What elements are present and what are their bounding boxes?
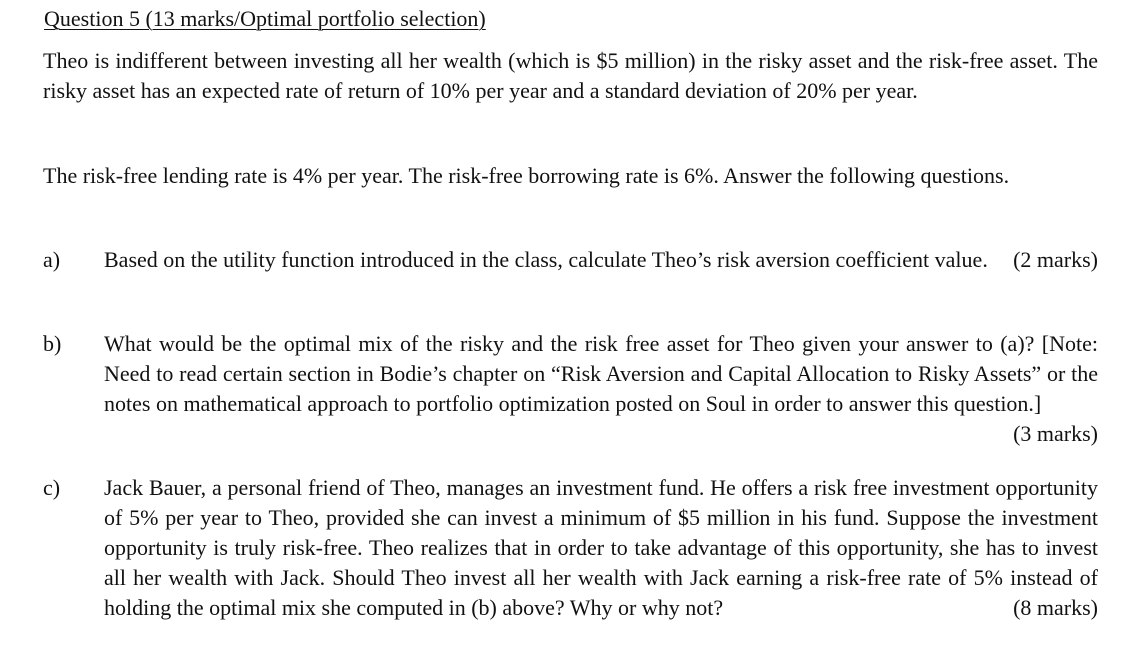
part-a-body bbox=[104, 245, 1098, 275]
part-a-text: Based on the utility function introduced in the class, calculate Theo’s risk aversion coefficient value. bbox=[104, 247, 988, 272]
part-c-marks: (8 marks) bbox=[1013, 595, 1098, 620]
intro-paragraph: Theo is indifferent between investing all her wealth (which is $5 million) in the risky asset and the risk-free asset. The risky asset has an expected rate of return of 10% per year and a standard deviation of 20% per year. bbox=[43, 48, 1098, 103]
part-a-marks: (2 marks) bbox=[1013, 247, 1098, 272]
question-heading: Question 5 (13 marks/Optimal portfolio selection) bbox=[44, 6, 486, 31]
part-c-label: c) bbox=[43, 475, 61, 500]
part-c-body bbox=[104, 473, 1098, 623]
part-c-text: Jack Bauer, a personal friend of Theo, manages an investment fund. He offers a risk free investment opportunity of 5% per year to Theo, provided she can invest a minimum of $5 million in his fund. Suppose the investment opportunity is truly risk-free. Theo realizes that in order to take advantage of this opportunity, she has to invest all her wealth with Jack. Should Theo invest all her wealth with Jack earning a risk-free rate of 5% instead of holding the optimal mix she computed in (b) above? Why or why not? bbox=[104, 475, 1098, 620]
part-b-label: b) bbox=[43, 331, 62, 356]
part-b-text: What would be the optimal mix of the risky and the risk free asset for Theo given your answer to (a)? [Note: Need to read certain section in Bodie’s chapter on “Risk Aversion and Capital Allocation to Risky Assets” or the notes on mathematical approach to portfolio optimization posted on Soul in order to answer this question.] bbox=[104, 331, 1098, 416]
part-a-label: a) bbox=[43, 247, 61, 272]
part-b-marks: (3 marks) bbox=[1013, 421, 1098, 446]
rates-paragraph: The risk-free lending rate is 4% per year. The risk-free borrowing rate is 6%. Answer the following questions. bbox=[43, 163, 1010, 188]
part-b-body bbox=[104, 329, 1098, 449]
